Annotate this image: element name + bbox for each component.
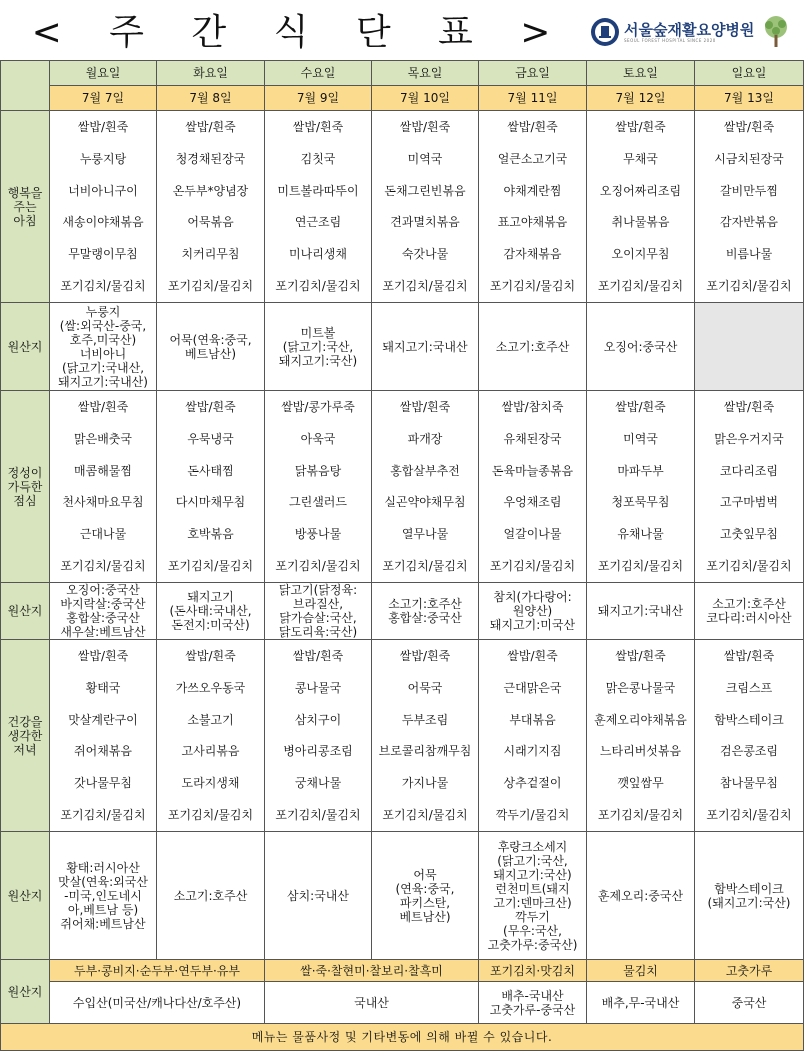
hospital-logo — [590, 14, 794, 50]
menu-item: 매콤해물찜 — [74, 463, 132, 478]
menu-item: 유채된장국 — [503, 431, 562, 446]
origin-cell: 닭고기(닭정육: 브라질산, 닭가슴살:국산, 닭도리육:국산) — [265, 583, 372, 640]
origin-row — [1, 303, 804, 391]
menu-item: 돈채그린빈볶음 — [384, 183, 466, 198]
menu-item: 맑은콩나물국 — [605, 680, 676, 695]
menu-item: 쌀밥/흰죽 — [399, 649, 451, 663]
menu-item: 쌀밥/흰죽 — [615, 120, 666, 134]
menu-item: 어묵국 — [407, 680, 443, 695]
menu-item: 너비아니구이 — [68, 183, 138, 198]
menu-item: 미역국 — [623, 431, 658, 446]
meal-cell — [479, 640, 587, 832]
meal-cell — [50, 391, 157, 583]
menu-item: 쌀밥/참치죽 — [501, 400, 564, 414]
menu-item: 크림스프 — [725, 680, 773, 695]
menu-item: 포기김치/물김치 — [597, 278, 684, 293]
origin-label: 원산지 — [1, 832, 50, 960]
menu-item: 견과멸치볶음 — [390, 215, 460, 230]
bottom-origin-label: 원산지 — [1, 960, 50, 1024]
menu-item: 참나물무침 — [720, 776, 778, 791]
meal-label: 행복을 주는 아침 — [1, 111, 50, 303]
origin-cell: 소고기:호주산 — [479, 303, 587, 391]
hospital-seal-icon — [590, 17, 620, 47]
meal-cell — [479, 111, 587, 303]
menu-item: 포기김치/물김치 — [706, 807, 792, 822]
menu-item: 쌀밥/흰죽 — [185, 649, 236, 663]
origin-cell: 돼지고기:국내산 — [587, 583, 695, 640]
menu-item: 표고야채볶음 — [497, 215, 568, 230]
menu-item: 검은콩조림 — [720, 744, 778, 759]
day-name: 목요일 — [372, 61, 479, 86]
menu-item: 훈제오리야채볶음 — [594, 712, 687, 727]
weekly-menu-table — [0, 60, 804, 1051]
menu-item: 포기김치/물김치 — [597, 807, 684, 822]
meal-row — [1, 111, 804, 303]
meal-cell — [50, 111, 157, 303]
hospital-name: 서울숲재활요양병원 — [624, 20, 755, 39]
menu-item: 포기김치/물김치 — [382, 558, 468, 573]
origin-label: 원산지 — [1, 303, 50, 391]
origin-cell: 황태:러시아산 맛살(연육:외국산 -미국,인도네시 아,베트남 등) 쥐어채:베트남산 — [50, 832, 157, 960]
origin-cell: 누룽지 (쌀:외국산-중국, 호주,미국산) 너비아니 (닭고기:국내산, 돼지고기:국내산) — [50, 303, 157, 391]
menu-item: 쌀밥/흰죽 — [507, 649, 558, 663]
menu-item: 닭볶음탕 — [294, 463, 342, 478]
menu-item: 부대볶음 — [509, 712, 556, 727]
origin-label: 원산지 — [1, 583, 50, 640]
menu-item: 치커리무침 — [181, 247, 240, 262]
bottom-origin-values-row — [1, 982, 804, 1024]
menu-item: 두부조림 — [401, 712, 449, 727]
menu-item: 돈육마늘종볶음 — [491, 463, 574, 478]
menu-item: 그린샐러드 — [289, 495, 347, 510]
menu-item: 온두부*양념장 — [172, 183, 249, 198]
menu-item: 포기김치/물김치 — [275, 278, 361, 293]
menu-item: 소불고기 — [187, 712, 234, 727]
meal-cell — [157, 111, 265, 303]
menu-item: 쌀밥/흰죽 — [77, 400, 129, 414]
menu-item: 무말랭이무침 — [68, 247, 138, 262]
origin-row — [1, 583, 804, 640]
menu-item: 김칫국 — [300, 151, 336, 166]
menu-item: 오이지무침 — [611, 247, 670, 262]
origin-cell: 함박스테이크 (돼지고기:국산) — [695, 832, 804, 960]
origin-item: 포기김치·맛김치 — [479, 960, 587, 982]
menu-item: 쌀밥/흰죽 — [723, 649, 775, 663]
menu-item: 쌀밥/흰죽 — [292, 649, 344, 663]
menu-item: 쌀밥/흰죽 — [723, 400, 775, 414]
menu-item: 포기김치/물김치 — [489, 558, 576, 573]
menu-item: 가지나물 — [401, 776, 449, 791]
menu-item: 가쓰오우동국 — [175, 680, 246, 695]
menu-item: 도라지생채 — [181, 776, 240, 791]
menu-item: 열무나물 — [401, 527, 449, 542]
menu-item: 함박스테이크 — [714, 712, 784, 727]
origin-cell: 소고기:호주산 — [157, 832, 265, 960]
meal-cell — [265, 391, 372, 583]
meal-cell — [587, 640, 695, 832]
menu-item: 깍두기/물김치 — [495, 807, 570, 822]
meal-cell — [157, 391, 265, 583]
origin-item: 물김치 — [587, 960, 695, 982]
menu-item: 맑은배춧국 — [74, 431, 132, 446]
origin-cell: 소고기:호주산 코다리:러시아산 — [695, 583, 804, 640]
meal-cell — [587, 391, 695, 583]
menu-item: 포기김치/물김치 — [60, 807, 146, 822]
day-date: 7월 10일 — [372, 86, 479, 111]
day-date: 7월 8일 — [157, 86, 265, 111]
origin-cell: 삼치:국내산 — [265, 832, 372, 960]
menu-item: 아욱국 — [300, 431, 336, 446]
menu-item: 포기김치/물김치 — [167, 807, 254, 822]
meal-cell — [372, 111, 479, 303]
menu-item: 쌀밥/흰죽 — [399, 400, 451, 414]
menu-item: 콩나물국 — [294, 680, 342, 695]
menu-item: 포기김치/물김치 — [382, 807, 468, 822]
day-name: 화요일 — [157, 61, 265, 86]
menu-item: 코다리조림 — [720, 463, 778, 478]
origin-cell: 미트볼 (닭고기:국산, 돼지고기:국산) — [265, 303, 372, 391]
menu-item: 포기김치/물김치 — [382, 278, 468, 293]
day-date: 7월 9일 — [265, 86, 372, 111]
day-name: 수요일 — [265, 61, 372, 86]
menu-item: 맑은우거지국 — [714, 431, 784, 446]
menu-item: 유채나물 — [617, 527, 664, 542]
origin-cell: 후랑크소세지 (닭고기:국산, 돼지고기:국산) 런천미트(돼지 고기:덴마크산) 깍두기 (무우:국산, 고춧가루:중국산) — [479, 832, 587, 960]
origin-cell: 참치(가다랑어: 원양산) 돼지고기:미국산 — [479, 583, 587, 640]
day-name: 일요일 — [695, 61, 804, 86]
meal-cell — [695, 640, 804, 832]
menu-item: 호박볶음 — [187, 527, 234, 542]
origin-cell: 소고기:호주산 홍합살:중국산 — [372, 583, 479, 640]
meal-row — [1, 640, 804, 832]
day-date: 7월 7일 — [50, 86, 157, 111]
menu-item: 청경채된장국 — [175, 151, 246, 166]
origin-item: 두부·콩비지·순두부·연두부·유부 — [50, 960, 265, 982]
menu-item: 누룽지탕 — [79, 151, 127, 166]
menu-item: 포기김치/물김치 — [167, 558, 254, 573]
menu-item: 야채계란찜 — [503, 183, 562, 198]
menu-item: 시금치된장국 — [714, 151, 784, 166]
origin-cell: 훈제오리:중국산 — [587, 832, 695, 960]
menu-item: 얼큰소고기국 — [497, 151, 568, 166]
menu-item: 포기김치/물김치 — [275, 807, 361, 822]
footer-row — [1, 1024, 804, 1051]
menu-item: 병아리콩조림 — [283, 744, 353, 759]
menu-item: 근대맑은국 — [503, 680, 562, 695]
tree-icon — [758, 14, 794, 50]
origin-value: 수입산(미국산/캐나다산/호주산) — [50, 982, 265, 1024]
meal-cell — [695, 111, 804, 303]
menu-item: 포기김치/물김치 — [60, 278, 146, 293]
origin-cell: 어묵(연육:중국, 베트남산) — [157, 303, 265, 391]
meal-cell — [265, 111, 372, 303]
menu-item: 실곤약야채무침 — [384, 495, 466, 510]
menu-item: 느타리버섯볶음 — [599, 744, 682, 759]
menu-item: 파개장 — [407, 431, 443, 446]
day-date: 7월 12일 — [587, 86, 695, 111]
menu-item: 마파두부 — [617, 463, 664, 478]
menu-item: 고춧잎무침 — [720, 527, 778, 542]
menu-item: 갓나물무침 — [74, 776, 132, 791]
meal-label: 건강을 생각한 저녁 — [1, 640, 50, 832]
menu-item: 감자반볶음 — [720, 215, 778, 230]
menu-item: 시래기지짐 — [503, 744, 562, 759]
menu-item: 포기김치/물김치 — [167, 278, 254, 293]
day-date: 7월 13일 — [695, 86, 804, 111]
origin-cell: 돼지고기 (돈사태:국내산, 돈전지:미국산) — [157, 583, 265, 640]
date-row — [1, 86, 804, 111]
menu-item: 쌀밥/흰죽 — [77, 649, 129, 663]
meal-cell — [695, 391, 804, 583]
menu-item: 우묵냉국 — [187, 431, 234, 446]
meal-cell — [587, 111, 695, 303]
menu-item: 미역국 — [407, 151, 443, 166]
hospital-subtitle: SEOUL FOREST HOSPITAL SINCE 2020 — [624, 37, 716, 43]
menu-item: 궁채나물 — [294, 776, 342, 791]
menu-item: 고구마범벅 — [720, 495, 778, 510]
menu-item: 미트볼라따뚜이 — [277, 183, 359, 198]
menu-item: 홍합살부추전 — [390, 463, 460, 478]
meal-cell — [157, 640, 265, 832]
meal-row — [1, 391, 804, 583]
menu-item: 쥐어채볶음 — [74, 744, 132, 759]
menu-item: 깻잎쌈무 — [617, 776, 664, 791]
origin-item: 고춧가루 — [695, 960, 804, 982]
meal-cell — [372, 640, 479, 832]
menu-item: 연근조림 — [294, 215, 342, 230]
footer-note: 메뉴는 물품사정 및 기타변동에 의해 바뀔 수 있습니다. — [1, 1024, 804, 1051]
origin-item: 쌀·죽·찰현미·찰보리·찰흑미 — [265, 960, 479, 982]
origin-value: 중국산 — [695, 982, 804, 1024]
corner-cell — [1, 61, 50, 111]
origin-value: 국내산 — [265, 982, 479, 1024]
day-name: 토요일 — [587, 61, 695, 86]
menu-item: 감자채볶음 — [503, 247, 562, 262]
origin-cell: 돼지고기:국내산 — [372, 303, 479, 391]
day-date: 7월 11일 — [479, 86, 587, 111]
header — [0, 0, 804, 60]
menu-item: 쌀밥/흰죽 — [615, 400, 666, 414]
menu-item: 포기김치/물김치 — [706, 558, 792, 573]
meal-cell — [265, 640, 372, 832]
menu-item: 우엉채조림 — [503, 495, 562, 510]
menu-item: 어묵볶음 — [187, 215, 234, 230]
menu-item: 숙갓나물 — [401, 247, 449, 262]
menu-item: 방풍나물 — [294, 527, 342, 542]
menu-item: 취나물볶음 — [611, 215, 670, 230]
meal-cell — [479, 391, 587, 583]
meal-cell — [50, 640, 157, 832]
origin-value: 배추,무-국내산 — [587, 982, 695, 1024]
menu-item: 고사리볶음 — [181, 744, 240, 759]
menu-item: 미나리생채 — [289, 247, 347, 262]
menu-item: 새송이야채볶음 — [62, 215, 144, 230]
day-name: 금요일 — [479, 61, 587, 86]
menu-item: 포기김치/물김치 — [706, 278, 792, 293]
menu-item: 갈비만두찜 — [720, 183, 778, 198]
menu-item: 쌀밥/콩가루죽 — [281, 400, 355, 414]
origin-cell: 어묵 (연육:중국, 파키스탄, 베트남산) — [372, 832, 479, 960]
menu-item: 브로콜리참깨무침 — [378, 744, 472, 759]
menu-item: 황태국 — [85, 680, 121, 695]
day-header-row — [1, 61, 804, 86]
menu-item: 근대나물 — [79, 527, 127, 542]
origin-row — [1, 832, 804, 960]
menu-item: 쌀밥/흰죽 — [399, 120, 451, 134]
meal-label: 정성이 가득한 점심 — [1, 391, 50, 583]
menu-item: 쌀밥/흰죽 — [723, 120, 775, 134]
menu-item: 오징어짜리조림 — [599, 183, 682, 198]
menu-item: 쌀밥/흰죽 — [615, 649, 666, 663]
menu-item: 삼치구이 — [294, 712, 342, 727]
menu-item: 포기김치/물김치 — [597, 558, 684, 573]
menu-item: 쌀밥/흰죽 — [507, 120, 558, 134]
day-name: 월요일 — [50, 61, 157, 86]
origin-value: 배추-국내산 고춧가루-중국산 — [479, 982, 587, 1024]
origin-cell — [695, 303, 804, 391]
menu-item: 쌀밥/흰죽 — [292, 120, 344, 134]
menu-item: 돈사태찜 — [187, 463, 234, 478]
bottom-origin-items-row — [1, 960, 804, 982]
menu-item: 쌀밥/흰죽 — [185, 120, 236, 134]
page-title: < 주 간 식 단 표 > — [31, 12, 569, 53]
origin-cell: 오징어:중국산 — [587, 303, 695, 391]
origin-cell: 오징어:중국산 바지락살:중국산 홍합살:중국산 새우살:베트남산 — [50, 583, 157, 640]
menu-item: 포기김치/물김치 — [489, 278, 576, 293]
menu-item: 쌀밥/흰죽 — [77, 120, 129, 134]
menu-item: 맛살계란구이 — [68, 712, 138, 727]
menu-item: 상추겉절이 — [503, 776, 562, 791]
menu-item: 포기김치/물김치 — [60, 558, 146, 573]
menu-item: 다시마채무침 — [175, 495, 246, 510]
meal-cell — [372, 391, 479, 583]
menu-item: 얼갈이나물 — [503, 527, 562, 542]
menu-item: 천사채마요무침 — [62, 495, 144, 510]
menu-item: 무채국 — [623, 151, 658, 166]
menu-item: 포기김치/물김치 — [275, 558, 361, 573]
menu-item: 청포묵무침 — [611, 495, 670, 510]
menu-item: 비름나물 — [725, 247, 773, 262]
menu-item: 쌀밥/흰죽 — [185, 400, 236, 414]
